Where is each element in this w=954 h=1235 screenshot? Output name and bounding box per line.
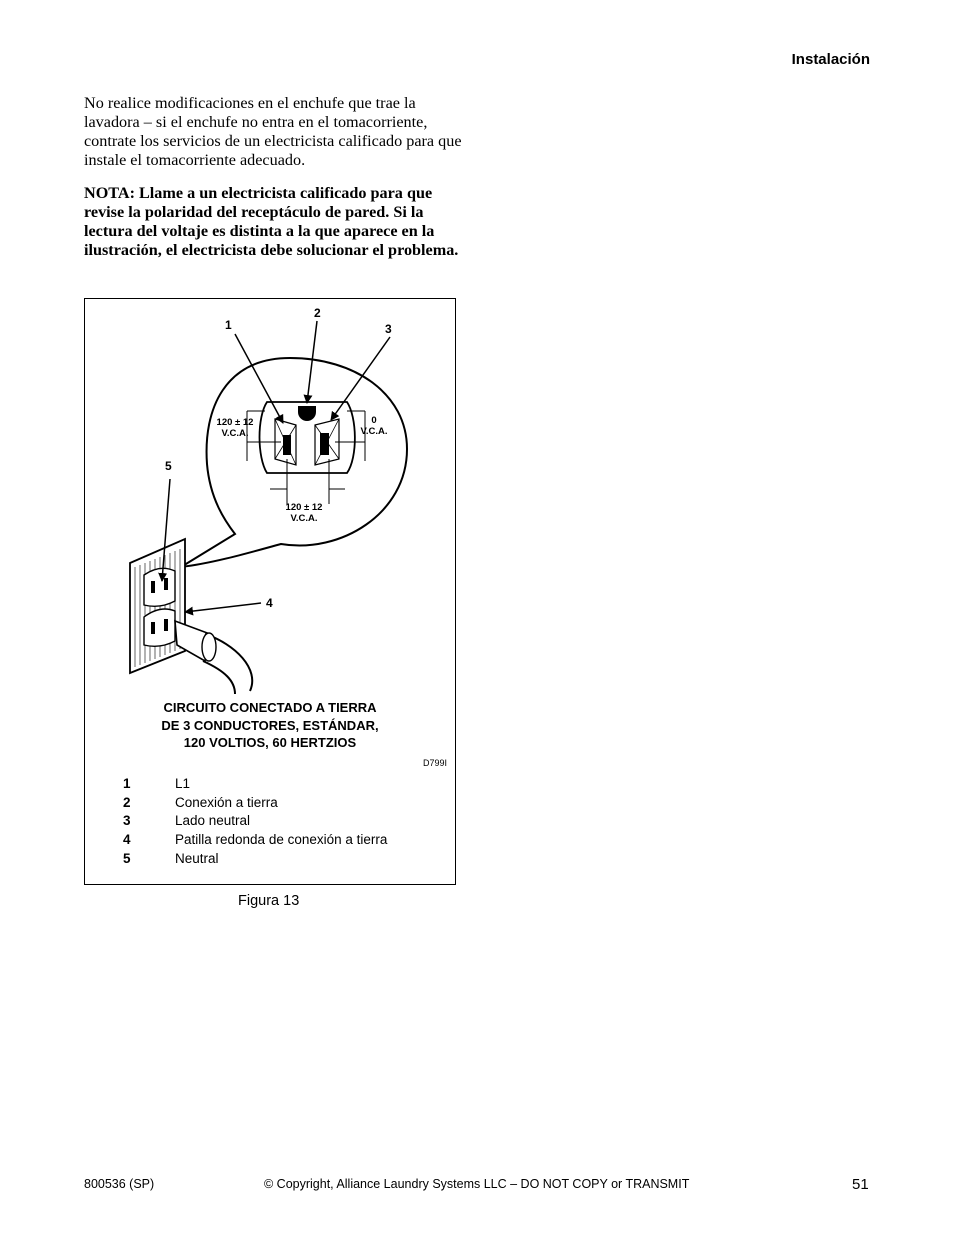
section-title: Instalación xyxy=(791,51,870,68)
legend-label: L1 xyxy=(175,775,191,791)
callout-1: 1 xyxy=(225,318,232,332)
legend-item xyxy=(123,830,443,849)
legend-item xyxy=(123,849,443,868)
body-paragraph: No realice modificaciones en el enchufe que trae la lavadora – si el enchufe no entra en el tomacorriente, contrate los servicios de un electricista calificado para que instale el tomacorriente adecuado. xyxy=(84,94,462,169)
callout-5: 5 xyxy=(165,459,172,473)
document-number: 800536 (SP) xyxy=(84,1177,155,1191)
voltage-right-label: 0 V.C.A. xyxy=(360,415,388,437)
legend-number: 4 xyxy=(123,832,131,848)
voltage-left-label: 120 ± 12 V.C.A. xyxy=(216,417,254,439)
circuit-title: CIRCUITO CONECTADO A TIERRA DE 3 CONDUCTORES, ESTÁNDAR, 120 VOLTIOS, 60 HERTZIOS xyxy=(161,700,379,750)
legend-number: 3 xyxy=(123,813,131,829)
plug-and-cord xyxy=(175,621,252,694)
legend-label: Lado neutral xyxy=(175,813,251,829)
legend-item xyxy=(123,774,443,793)
voltage-bottom-label: 120 ± 12 V.C.A. xyxy=(285,502,323,524)
figure-legend xyxy=(123,774,443,868)
legend-label: Conexión a tierra xyxy=(175,794,278,810)
legend-item xyxy=(123,812,443,831)
copyright-notice: © Copyright, Alliance Laundry Systems LLC – DO NOT COPY or TRANSMIT xyxy=(264,1177,690,1191)
callout-2: 2 xyxy=(314,306,321,320)
callout-4: 4 xyxy=(266,596,273,610)
note-paragraph: NOTA: Llame a un electricista calificado para que revise la polaridad del receptáculo de pared. Si la lectura del voltaje es distinta a la que aparece en la ilustración, el electricista debe solucionar el problema. xyxy=(84,184,459,259)
legend-number: 2 xyxy=(123,794,131,810)
legend-item xyxy=(123,793,443,812)
callout-3: 3 xyxy=(385,322,392,336)
legend-label: Patilla redonda de conexión a tierra xyxy=(175,832,388,848)
figure-13 xyxy=(84,298,456,885)
legend-number: 5 xyxy=(123,851,131,867)
page-number: 51 xyxy=(852,1176,869,1193)
legend-label: Neutral xyxy=(175,851,219,867)
drawing-id: D799I xyxy=(423,758,448,768)
legend-number: 1 xyxy=(123,775,131,791)
wall-outlet xyxy=(130,539,185,673)
figure-caption: Figura 13 xyxy=(238,893,300,909)
